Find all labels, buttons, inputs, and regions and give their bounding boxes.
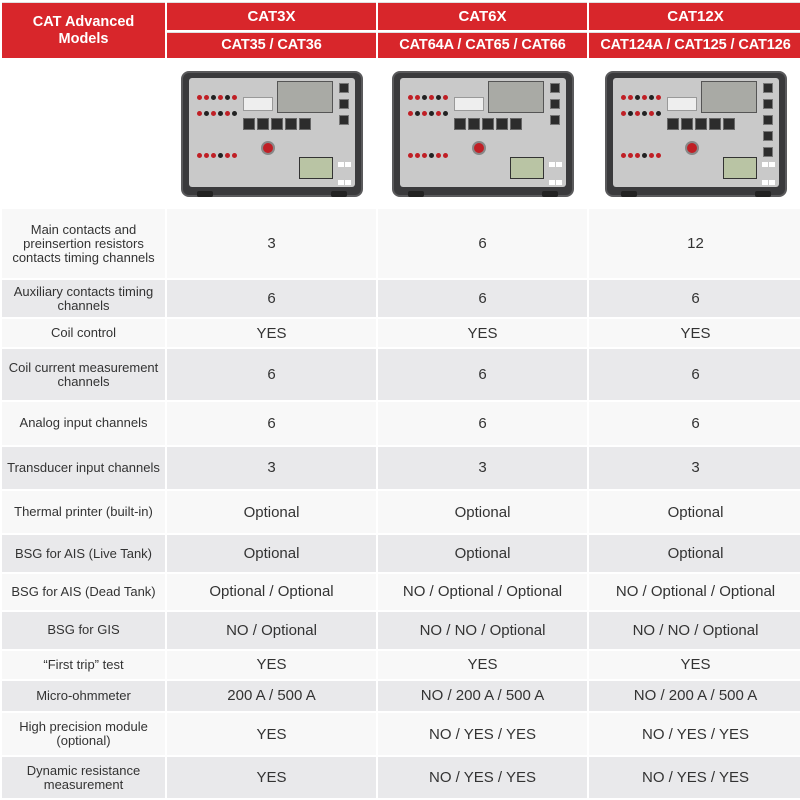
- cell-cat3x: Optional / Optional: [167, 574, 376, 610]
- cell-cat3x: YES: [167, 757, 376, 798]
- cell-cat12x: YES: [589, 319, 800, 346]
- row-label: Micro-ohmmeter: [2, 681, 165, 711]
- row-label: “First trip” test: [2, 651, 165, 679]
- column-variants-cat12x: CAT124A / CAT125 / CAT126: [589, 32, 800, 58]
- cell-cat3x: YES: [167, 319, 376, 346]
- cell-cat6x: Optional: [378, 491, 587, 533]
- cat6x-device-image: [378, 60, 587, 207]
- cell-cat6x: NO / 200 A / 500 A: [378, 681, 587, 711]
- cell-cat3x: NO / Optional: [167, 612, 376, 648]
- row-label: High precision module (optional): [2, 713, 165, 755]
- cell-cat6x: 6: [378, 209, 587, 278]
- cell-cat3x: 6: [167, 402, 376, 444]
- cell-cat12x: NO / YES / YES: [589, 713, 800, 755]
- cell-cat12x: 6: [589, 402, 800, 444]
- cell-cat12x: 3: [589, 447, 800, 489]
- row-label: BSG for AIS (Live Tank): [2, 535, 165, 571]
- cell-cat12x: NO / YES / YES: [589, 757, 800, 798]
- column-model-cat3x: CAT3X: [167, 2, 376, 30]
- cat12x-device-image: [589, 60, 800, 207]
- column-model-cat6x: CAT6X: [378, 2, 587, 30]
- cell-cat3x: Optional: [167, 535, 376, 571]
- cell-cat3x: Optional: [167, 491, 376, 533]
- row-label: Coil control: [2, 319, 165, 346]
- cell-cat12x: Optional: [589, 535, 800, 571]
- row-label: Thermal printer (built-in): [2, 491, 165, 533]
- column-model-cat12x: CAT12X: [589, 2, 800, 30]
- column-variants-cat6x: CAT64A / CAT65 / CAT66: [378, 32, 587, 58]
- cell-cat6x: YES: [378, 319, 587, 346]
- cell-cat3x: 3: [167, 209, 376, 278]
- cell-cat12x: NO / 200 A / 500 A: [589, 681, 800, 711]
- cell-cat3x: YES: [167, 651, 376, 679]
- cell-cat12x: 6: [589, 349, 800, 401]
- cell-cat6x: Optional: [378, 535, 587, 571]
- row-label: Coil current measurement channels: [2, 349, 165, 401]
- row-label: BSG for GIS: [2, 612, 165, 648]
- column-variants-cat3x: CAT35 / CAT36: [167, 32, 376, 58]
- cell-cat6x: 6: [378, 280, 587, 317]
- cell-cat6x: NO / YES / YES: [378, 713, 587, 755]
- row-label: Dynamic resistance measurement: [2, 757, 165, 798]
- row-label: Auxiliary contacts timing channels: [2, 280, 165, 317]
- cell-cat6x: NO / Optional / Optional: [378, 574, 587, 610]
- row-label: Main contacts and preinsertion resistors contacts timing channels: [2, 209, 165, 278]
- cell-cat6x: NO / YES / YES: [378, 757, 587, 798]
- cell-cat3x: 6: [167, 349, 376, 401]
- cell-cat6x: 6: [378, 349, 587, 401]
- cell-cat12x: 12: [589, 209, 800, 278]
- cell-cat12x: Optional: [589, 491, 800, 533]
- cell-cat3x: YES: [167, 713, 376, 755]
- cell-cat3x: 6: [167, 280, 376, 317]
- cell-cat12x: 6: [589, 280, 800, 317]
- cell-cat12x: NO / NO / Optional: [589, 612, 800, 648]
- cell-cat12x: NO / Optional / Optional: [589, 574, 800, 610]
- header-corner-label: CAT Advanced Models: [2, 2, 165, 58]
- cell-cat3x: 200 A / 500 A: [167, 681, 376, 711]
- row-label: BSG for AIS (Dead Tank): [2, 574, 165, 610]
- image-row-label: [2, 60, 165, 207]
- row-label: Transducer input channels: [2, 447, 165, 489]
- cell-cat6x: 6: [378, 402, 587, 444]
- cell-cat12x: YES: [589, 651, 800, 679]
- cell-cat6x: NO / NO / Optional: [378, 612, 587, 648]
- cell-cat6x: 3: [378, 447, 587, 489]
- cell-cat3x: 3: [167, 447, 376, 489]
- cat3x-device-image: [167, 60, 376, 207]
- row-label: Analog input channels: [2, 402, 165, 444]
- cell-cat6x: YES: [378, 651, 587, 679]
